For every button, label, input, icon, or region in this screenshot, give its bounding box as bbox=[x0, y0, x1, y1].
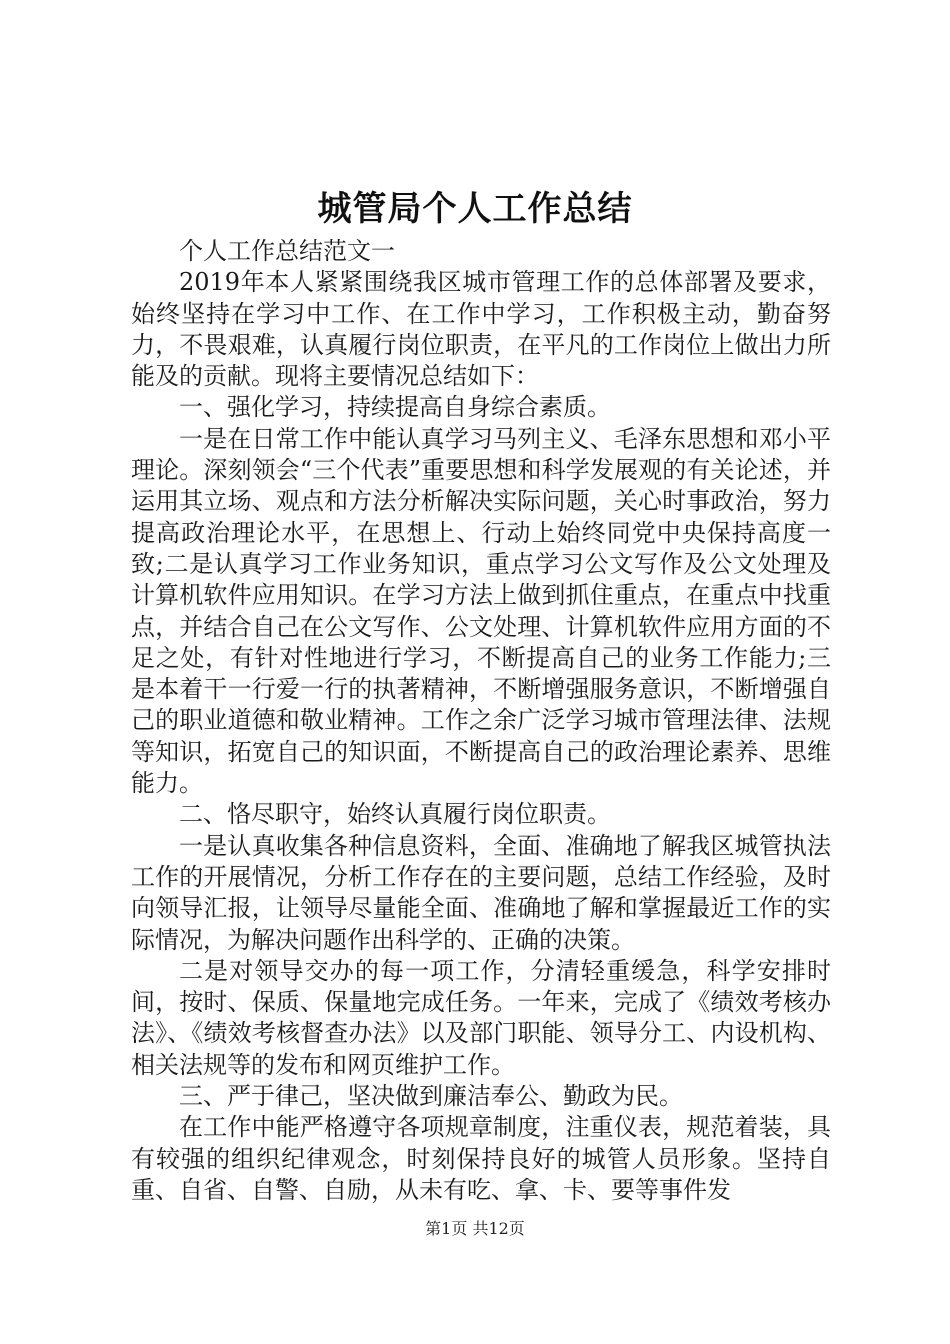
section-heading: 三、严于律己，坚决做到廉洁奉公、勤政为民。 bbox=[179, 1082, 683, 1111]
document-body bbox=[131, 236, 831, 1206]
paragraph: 在工作中能严格遵守各项规章制度，注重仪表，规范着装，具有较强的组织纪律观念，时刻保持良好的城管人员形象。坚持自重、自省、自警、自励，从未有吃、拿、卡、要等事件发 bbox=[131, 1113, 831, 1204]
paragraph: 一是认真收集各种信息资料，全面、准确地了解我区城管执法工作的开展情况，分析工作存在的主要问题，总结工作经验，及时向领导汇报，让领导尽量能全面、准确地了解和掌握最近工作的实际情况，为解决问题作出科学的、正确的决策。 bbox=[131, 831, 831, 954]
paragraph: 2019年本人紧紧围绕我区城市管理工作的总体部署及要求，始终坚持在学习中工作、在工作中学习，工作积极主动，勤奋努力，不畏艰难，认真履行岗位职责，在平凡的工作岗位上做出力所能及的贡献。现将主要情况总结如下： bbox=[131, 268, 831, 391]
paragraph: 个人工作总结范文一 bbox=[179, 237, 395, 265]
paragraph: 二是对领导交办的每一项工作，分清轻重缓急，科学安排时间，按时、保质、保量地完成任务。一年来，完成了《绩效考核办法》、《绩效考核督查办法》以及部门职能、领导分工、内设机构、相关法规等的发布和网页维护工作。 bbox=[131, 956, 831, 1079]
document-title: 城管局个人工作总结 bbox=[317, 189, 633, 229]
section-heading: 二、恪尽职守，始终认真履行岗位职责。 bbox=[179, 800, 611, 829]
page-footer: 第1页 共12页 bbox=[425, 1219, 525, 1238]
paragraph: 一是在日常工作中能认真学习马列主义、毛泽东思想和邓小平理论。深刻领会“三个代表”重要思想和科学发展观的有关论述，并运用其立场、观点和方法分析解决实际问题，关心时事政治，努力提高政治理论水平，在思想上、行动上始终同党中央保持高度一致;二是认真学习工作业务知识，重点学习公文写作及公文处理及计算机软件应用知识。在学习方法上做到抓住重点，在重点中找重点，并结合自己在公文写作、公文处理、计算机软件应用方面的不足之处，有针对性地进行学习，不断提高自己的业务工作能力;三是本着干一行爱一行的执著精神，不断增强服务意识，不断增强自己的职业道德和敬业精神。工作之余广泛学习城市管理法律、法规等知识，拓宽自己的知识面，不断提高自己的政治理论素养、思维能力。 bbox=[131, 424, 831, 798]
section-heading: 一、强化学习，持续提高自身综合素质。 bbox=[179, 393, 611, 422]
